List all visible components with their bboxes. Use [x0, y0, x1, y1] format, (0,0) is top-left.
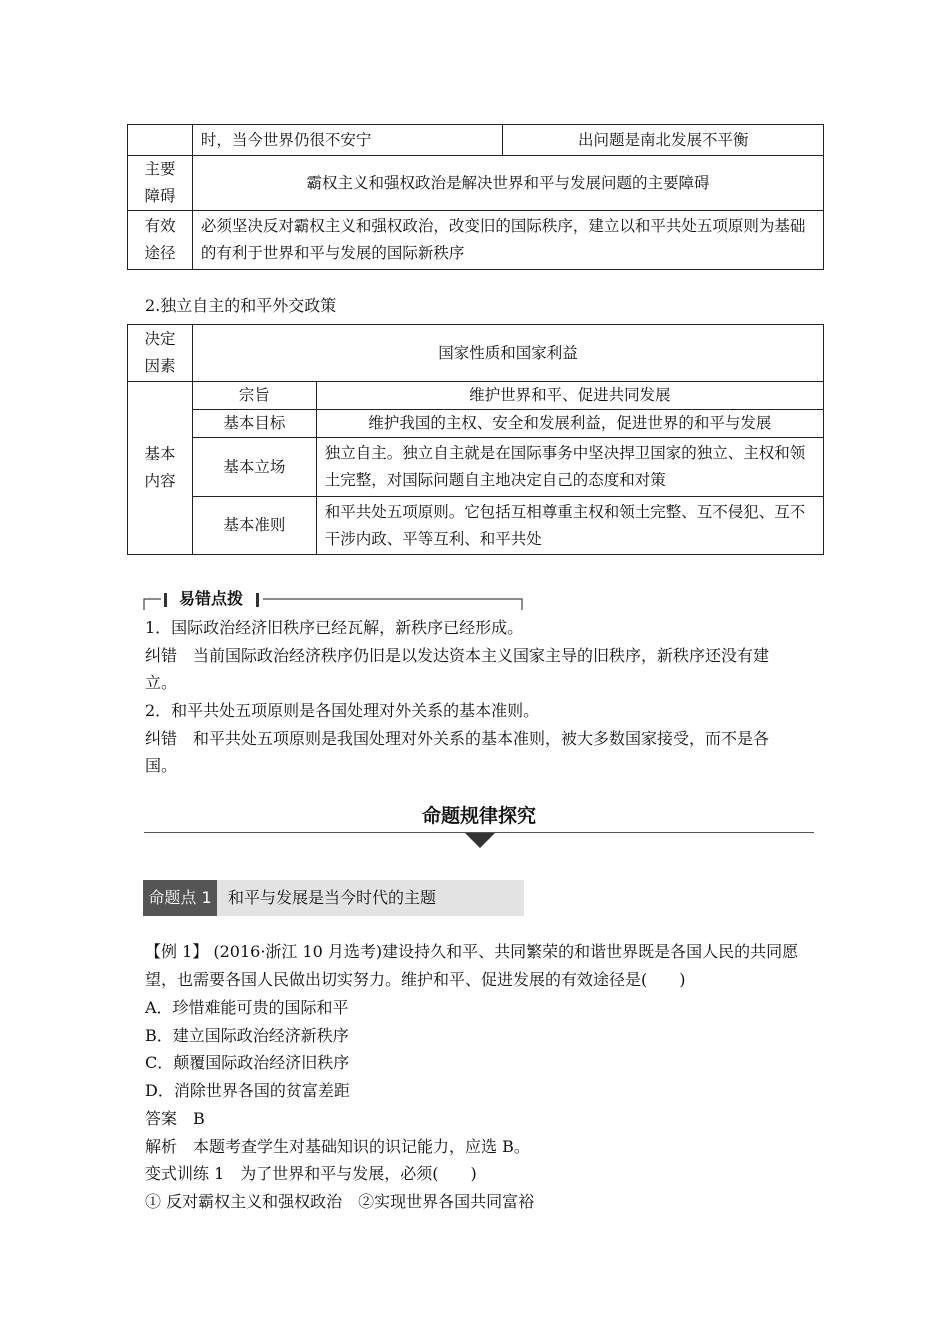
table-row [128, 211, 824, 270]
option-d: D．消除世界各国的贫富差距 [145, 1081, 350, 1100]
table-row [128, 382, 824, 410]
table-cell: 基本立场 [192, 438, 316, 497]
answer: 答案 B [145, 1109, 205, 1128]
variant-options: ① 反对霸权主义和强权政治 ②实现世界各国共同富裕 [145, 1192, 535, 1211]
table-row [128, 325, 824, 382]
table-cell: 和平共处五项原则。它包括互相尊重主权和领土完整、互不侵犯、互不干涉内政、平等互利、和平共处 [316, 497, 823, 555]
example-stem-line-1: 【例 1】 (2016·浙江 10 月选考)建设持久和平、共同繁荣的和谐世界既是各国人民的共同愿 [145, 942, 799, 961]
row-label: 主要 障碍 [128, 156, 193, 211]
table-cell: 必须坚决反对霸权主义和强权政治，改变旧的国际秩序，建立以和平共处五项原则为基础的有利于世界和平与发展的国际新秩序 [192, 211, 823, 270]
table-row [128, 410, 824, 438]
table-cell: 维护世界和平、促进共同发展 [316, 382, 823, 410]
table-cell: 独立自主。独立自主就是在国际事务中坚决捍卫国家的独立、主权和领土完整，对国际问题自主地决定自己的态度和对策 [316, 438, 823, 497]
tip-correction-1b: 立。 [145, 673, 178, 692]
row-label: 基本 内容 [128, 382, 193, 555]
heading-arrow-icon [465, 833, 495, 849]
row-label: 有效 途径 [128, 211, 193, 270]
section-title: 2.独立自主的和平外交政策 [145, 296, 337, 315]
variant-question: 变式训练 1 为了世界和平与发展，必须( ) [145, 1164, 477, 1183]
table-row [128, 497, 824, 555]
table-row [128, 438, 824, 497]
table-row [128, 125, 824, 156]
table-row [128, 156, 824, 211]
table-cell: 维护我国的主权、安全和发展利益，促进世界的和平与发展 [316, 410, 823, 438]
table-foreign-policy [127, 324, 824, 555]
section-heading: 命题规律探究 [421, 805, 536, 827]
table-peace-development [127, 124, 824, 270]
tip-title: 易错点拨 [179, 589, 244, 608]
table-cell: 基本目标 [192, 410, 316, 438]
row-label: 决定 因素 [128, 325, 193, 382]
table-cell: 宗旨 [192, 382, 316, 410]
table-cell: 出问题是南北发展不平衡 [503, 125, 824, 156]
table-cell: 霸权主义和强权政治是解决世界和平与发展问题的主要障碍 [192, 156, 823, 211]
example-stem-line-2: 望，也需要各国人民做出切实努力。维护和平、促进发展的有效途径是( ) [145, 970, 686, 989]
option-c: C．颠覆国际政治经济旧秩序 [145, 1053, 350, 1072]
tip-point-2: 2．和平共处五项原则是各国处理对外关系的基本准则。 [145, 701, 540, 720]
tip-correction-2b: 国。 [145, 756, 178, 775]
option-b: B．建立国际政治经济新秩序 [145, 1026, 349, 1045]
table-cell: 时，当今世界仍很不安宁 [192, 125, 503, 156]
point-title: 和平与发展是当今时代的主题 [228, 888, 437, 907]
point-tag: 命题点 1 [143, 880, 217, 916]
option-a: A．珍惜难能可贵的国际和平 [145, 998, 349, 1017]
table-cell: 国家性质和国家利益 [192, 325, 823, 382]
tip-correction-2a: 纠错 和平共处五项原则是我国处理对外关系的基本准则，被大多数国家接受，而不是各 [145, 729, 770, 748]
analysis: 解析 本题考查学生对基础知识的识记能力，应选 B。 [145, 1137, 530, 1156]
table-cell: 基本准则 [192, 497, 316, 555]
tip-point-1: 1．国际政治经济旧秩序已经瓦解，新秩序已经形成。 [145, 618, 524, 637]
tip-correction-1a: 纠错 当前国际政治经济秩序仍旧是以发达资本主义国家主导的旧秩序，新秩序还没有建 [145, 646, 770, 665]
